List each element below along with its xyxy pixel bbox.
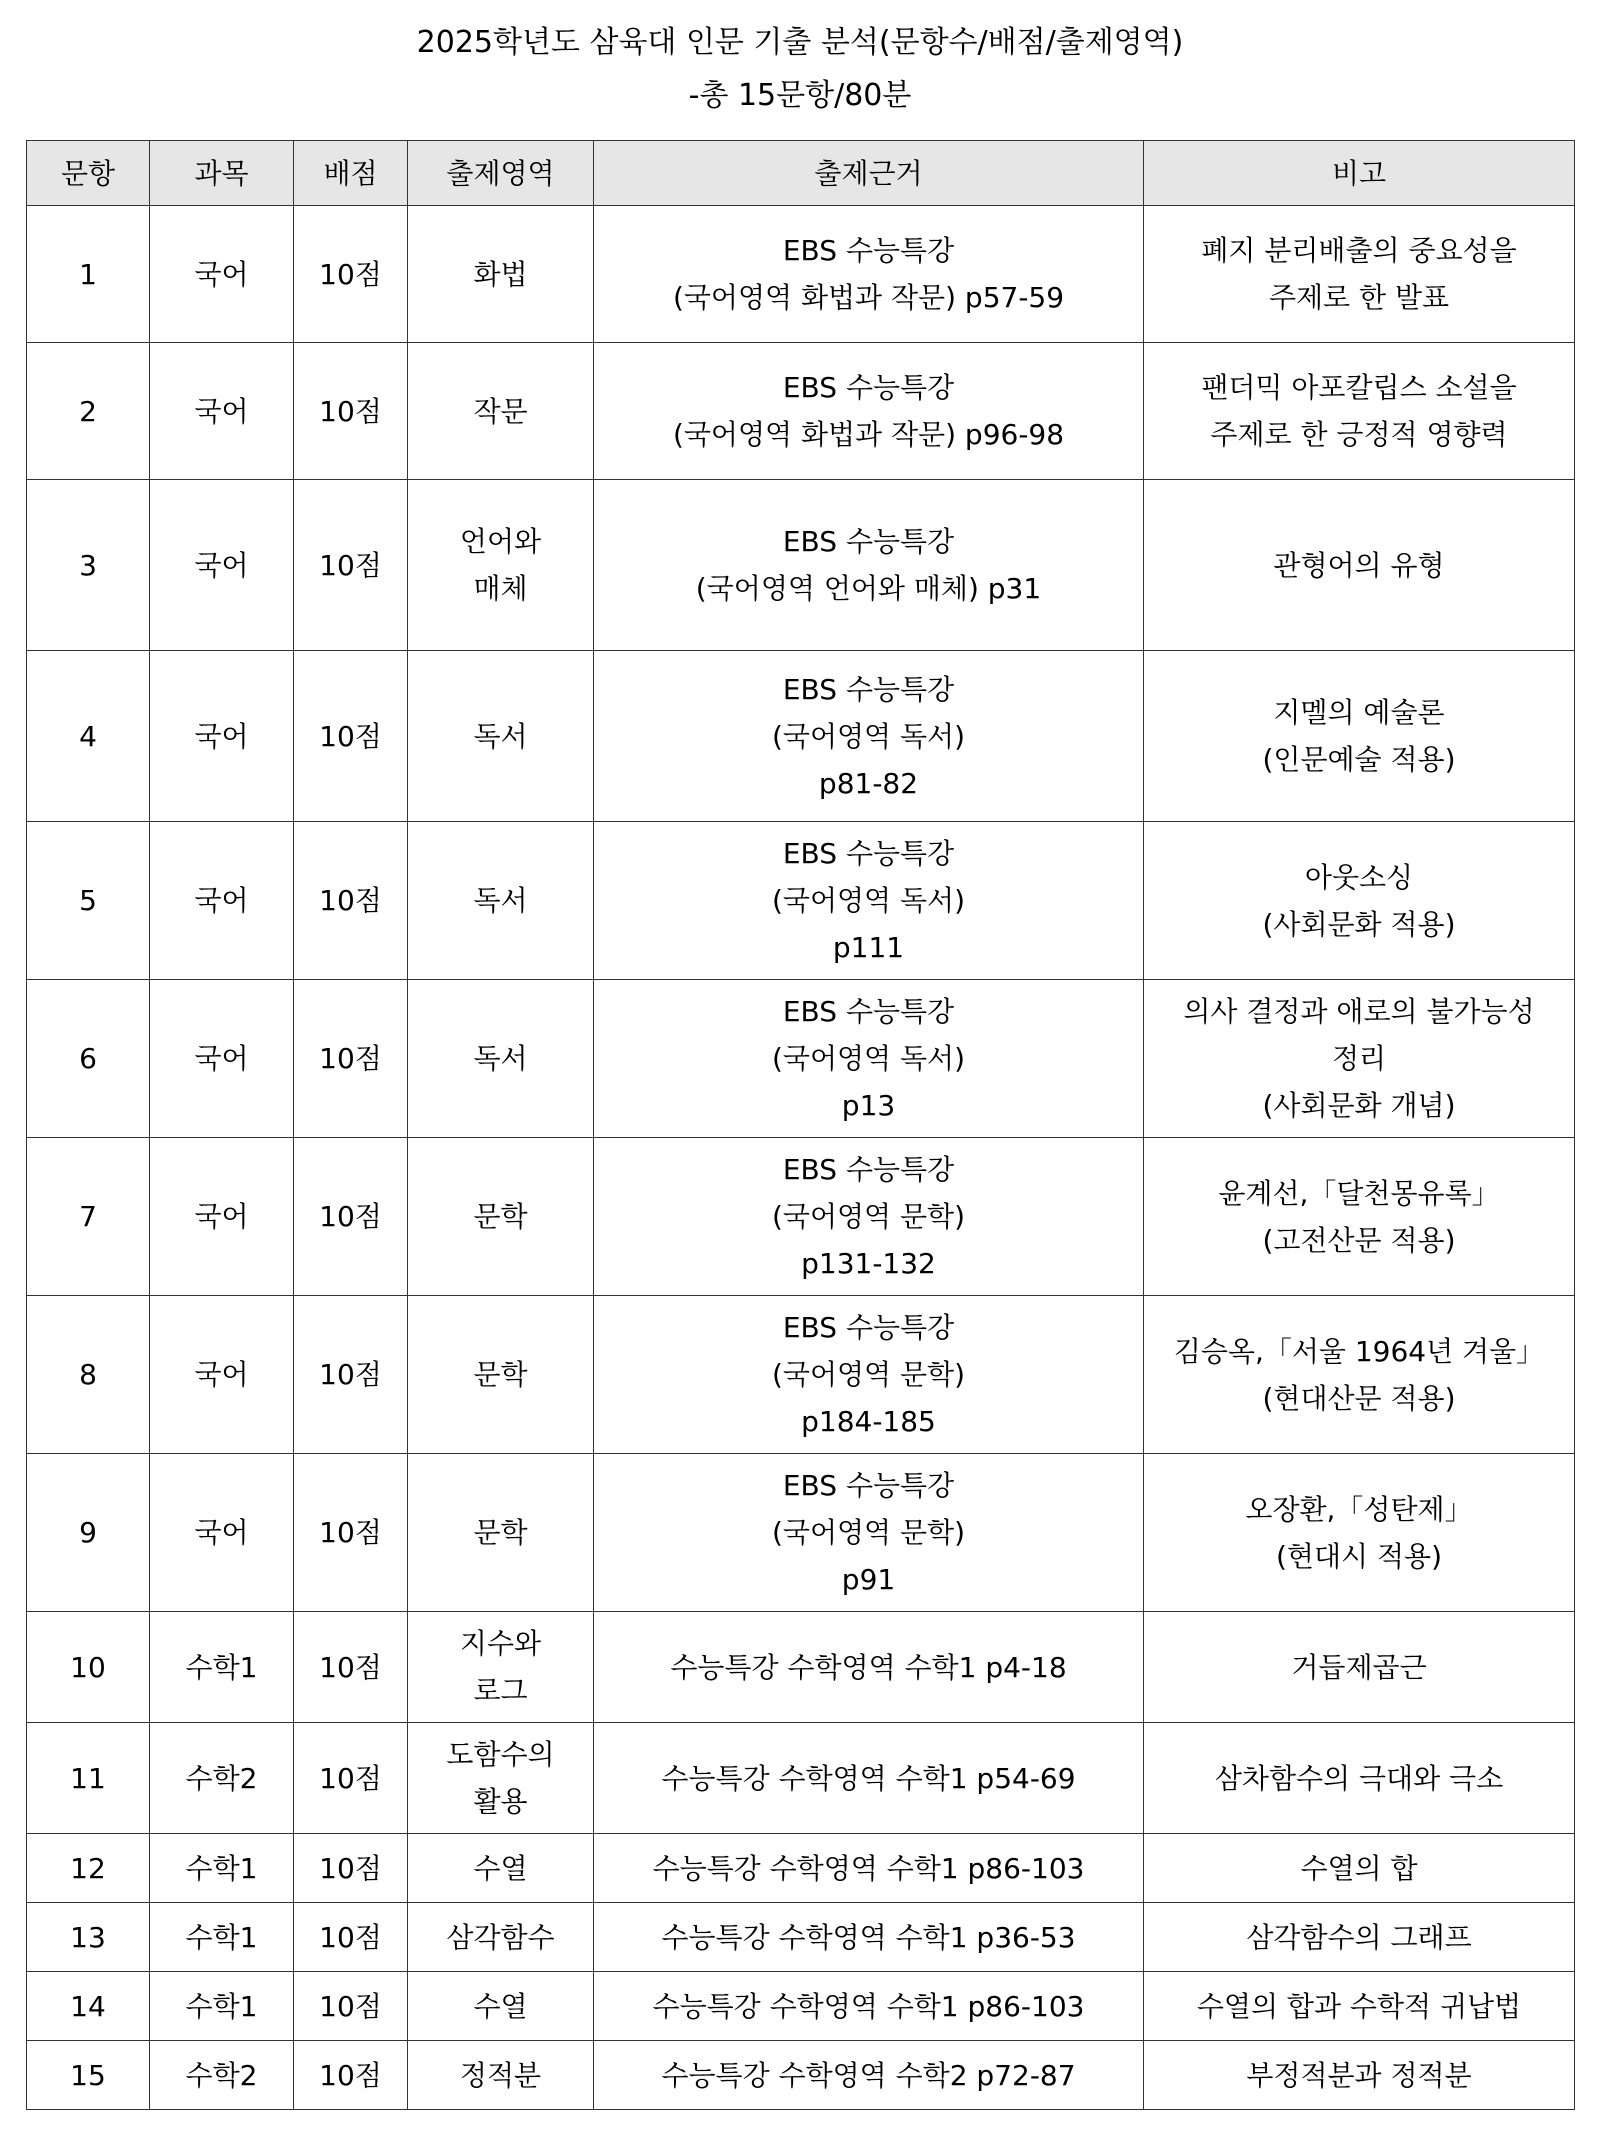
cell-note-line: (사회문화 개념) bbox=[1262, 1089, 1456, 1122]
cell-question-no: 4 bbox=[27, 651, 150, 822]
header-subject: 과목 bbox=[150, 141, 294, 206]
cell-basis bbox=[594, 206, 1144, 343]
table-row bbox=[27, 206, 1575, 343]
cell-basis-line: 수능특강 수학영역 수학2 p72-87 bbox=[661, 2058, 1076, 2092]
cell-score: 10점 bbox=[294, 1454, 408, 1612]
cell-subject: 수학1 bbox=[150, 1903, 294, 1972]
cell-question-no: 13 bbox=[27, 1903, 150, 1972]
cell-note bbox=[1144, 1296, 1575, 1454]
cell-note-line: 아웃소싱 bbox=[1304, 860, 1414, 894]
cell-subject: 국어 bbox=[150, 1454, 294, 1612]
table-row bbox=[27, 480, 1575, 651]
cell-basis bbox=[594, 2041, 1144, 2110]
cell-subject: 국어 bbox=[150, 822, 294, 980]
table-row bbox=[27, 343, 1575, 480]
cell-basis-line: 수능특강 수학영역 수학1 p4-18 bbox=[670, 1650, 1067, 1684]
table-row bbox=[27, 2041, 1575, 2110]
cell-area bbox=[408, 1612, 594, 1723]
header-note: 비고 bbox=[1144, 141, 1575, 206]
table-row bbox=[27, 1296, 1575, 1454]
cell-score: 10점 bbox=[294, 1834, 408, 1903]
cell-subject: 국어 bbox=[150, 480, 294, 651]
cell-question-no: 8 bbox=[27, 1296, 150, 1454]
cell-area-line: 수열 bbox=[473, 1851, 528, 1885]
cell-basis-line: p13 bbox=[841, 1089, 896, 1122]
cell-basis-line: 수능특강 수학영역 수학1 p36-53 bbox=[661, 1920, 1076, 1954]
cell-subject: 수학1 bbox=[150, 1972, 294, 2041]
cell-score: 10점 bbox=[294, 343, 408, 480]
header-score: 배점 bbox=[294, 141, 408, 206]
cell-score: 10점 bbox=[294, 651, 408, 822]
cell-area-line: 정적분 bbox=[459, 2058, 542, 2092]
cell-note-line: 의사 결정과 애로의 불가능성 bbox=[1183, 995, 1535, 1028]
cell-question-no: 10 bbox=[27, 1612, 150, 1723]
cell-question-no: 11 bbox=[27, 1723, 150, 1834]
cell-basis-line: EBS 수능특강 bbox=[782, 234, 955, 267]
cell-note-line: 김승옥,「서울 1964년 겨울」 bbox=[1173, 1334, 1545, 1368]
cell-area-line: 화법 bbox=[473, 257, 528, 291]
cell-score: 10점 bbox=[294, 980, 408, 1138]
cell-note-line: 수열의 합 bbox=[1300, 1851, 1418, 1885]
cell-basis-line: EBS 수능특강 bbox=[782, 525, 955, 558]
cell-area-line: 작문 bbox=[473, 394, 528, 428]
cell-question-no: 5 bbox=[27, 822, 150, 980]
cell-basis bbox=[594, 1138, 1144, 1296]
cell-basis-line: (국어영역 독서) bbox=[771, 719, 966, 753]
cell-note bbox=[1144, 206, 1575, 343]
cell-basis-line: (국어영역 문학) bbox=[771, 1516, 966, 1549]
cell-area-line: 독서 bbox=[473, 1042, 528, 1075]
cell-basis-line: (국어영역 언어와 매체) p31 bbox=[695, 572, 1042, 605]
cell-subject: 국어 bbox=[150, 651, 294, 822]
cell-score: 10점 bbox=[294, 1296, 408, 1454]
cell-score: 10점 bbox=[294, 1972, 408, 2041]
table-row bbox=[27, 822, 1575, 980]
cell-basis bbox=[594, 1296, 1144, 1454]
cell-basis bbox=[594, 1834, 1144, 1903]
cell-area bbox=[408, 1296, 594, 1454]
cell-basis-line: EBS 수능특강 bbox=[782, 1153, 955, 1186]
cell-basis bbox=[594, 1972, 1144, 2041]
header-question-no: 문항 bbox=[27, 141, 150, 206]
cell-basis bbox=[594, 343, 1144, 480]
cell-area-line: 문학 bbox=[473, 1358, 528, 1391]
cell-area bbox=[408, 1138, 594, 1296]
cell-note bbox=[1144, 2041, 1575, 2110]
cell-note-line: 지멜의 예술론 bbox=[1273, 696, 1445, 729]
cell-area-line: 독서 bbox=[473, 884, 528, 917]
table-header-row bbox=[27, 141, 1575, 206]
cell-area bbox=[408, 651, 594, 822]
cell-area bbox=[408, 822, 594, 980]
cell-basis-line: (국어영역 문학) bbox=[771, 1200, 966, 1233]
cell-basis bbox=[594, 1903, 1144, 1972]
table-row bbox=[27, 980, 1575, 1138]
cell-basis-line: p111 bbox=[832, 931, 905, 964]
table-row bbox=[27, 1972, 1575, 2041]
table-row bbox=[27, 1138, 1575, 1296]
cell-area bbox=[408, 1454, 594, 1612]
cell-note bbox=[1144, 1723, 1575, 1834]
cell-score: 10점 bbox=[294, 1612, 408, 1723]
cell-note-line: (인문예술 적용) bbox=[1262, 743, 1456, 776]
cell-question-no: 9 bbox=[27, 1454, 150, 1612]
cell-note bbox=[1144, 651, 1575, 822]
cell-subject: 국어 bbox=[150, 980, 294, 1138]
cell-note bbox=[1144, 480, 1575, 651]
cell-subject: 수학2 bbox=[150, 1723, 294, 1834]
cell-area bbox=[408, 480, 594, 651]
cell-question-no: 6 bbox=[27, 980, 150, 1138]
cell-basis bbox=[594, 980, 1144, 1138]
cell-area-line: 도함수의 bbox=[446, 1738, 555, 1771]
cell-note-line: 오장환,「성탄제」 bbox=[1245, 1492, 1473, 1526]
cell-basis bbox=[594, 822, 1144, 980]
cell-note-line: 정리 bbox=[1331, 1042, 1387, 1075]
cell-basis bbox=[594, 1612, 1144, 1723]
cell-basis-line: (국어영역 독서) bbox=[771, 1042, 966, 1075]
cell-score: 10점 bbox=[294, 206, 408, 343]
table-row bbox=[27, 1903, 1575, 1972]
cell-note-line: 주제로 한 발표 bbox=[1268, 281, 1450, 314]
cell-basis-line: 수능특강 수학영역 수학1 p86-103 bbox=[652, 1851, 1085, 1885]
document-title: 2025학년도 삼육대 인문 기출 분석(문항수/배점/출제영역) bbox=[416, 25, 1184, 60]
cell-question-no: 14 bbox=[27, 1972, 150, 2041]
cell-note-line: 삼차함수의 극대와 극소 bbox=[1214, 1761, 1504, 1795]
cell-question-no: 3 bbox=[27, 480, 150, 651]
cell-area-line: 로그 bbox=[473, 1674, 528, 1707]
cell-note bbox=[1144, 1972, 1575, 2041]
cell-basis-line: 수능특강 수학영역 수학1 p86-103 bbox=[652, 1989, 1085, 2023]
cell-note-line: 폐지 분리배출의 중요성을 bbox=[1201, 234, 1517, 267]
cell-area-line: 문학 bbox=[473, 1516, 528, 1549]
cell-basis-line: (국어영역 문학) bbox=[771, 1358, 966, 1391]
cell-score: 10점 bbox=[294, 1138, 408, 1296]
cell-note bbox=[1144, 1834, 1575, 1903]
cell-note-line: (고전산문 적용) bbox=[1262, 1223, 1456, 1257]
cell-note bbox=[1144, 1903, 1575, 1972]
cell-score: 10점 bbox=[294, 1723, 408, 1834]
exam-analysis-table bbox=[26, 140, 1575, 2110]
cell-note bbox=[1144, 1138, 1575, 1296]
cell-note-line: 삼각함수의 그래프 bbox=[1246, 1920, 1472, 1954]
cell-basis-line: EBS 수능특강 bbox=[782, 995, 955, 1028]
cell-basis-line: EBS 수능특강 bbox=[782, 1311, 955, 1344]
cell-subject: 국어 bbox=[150, 206, 294, 343]
cell-area-line: 활용 bbox=[473, 1785, 528, 1818]
cell-score: 10점 bbox=[294, 822, 408, 980]
cell-basis bbox=[594, 651, 1144, 822]
cell-area bbox=[408, 980, 594, 1138]
cell-area bbox=[408, 1972, 594, 2041]
cell-area-line: 수열 bbox=[473, 1989, 528, 2023]
cell-note bbox=[1144, 980, 1575, 1138]
cell-score: 10점 bbox=[294, 2041, 408, 2110]
cell-basis-line: EBS 수능특강 bbox=[782, 1469, 955, 1502]
cell-subject: 국어 bbox=[150, 343, 294, 480]
cell-basis-line: p81-82 bbox=[818, 766, 919, 800]
cell-basis-line: EBS 수능특강 bbox=[782, 371, 955, 404]
cell-basis-line: (국어영역 화법과 작문) p57-59 bbox=[672, 281, 1065, 314]
cell-note-line: (사회문화 적용) bbox=[1262, 907, 1456, 941]
cell-area bbox=[408, 1723, 594, 1834]
cell-basis-line: (국어영역 독서) bbox=[771, 884, 966, 917]
cell-area bbox=[408, 2041, 594, 2110]
cell-question-no: 7 bbox=[27, 1138, 150, 1296]
cell-note-line: 관형어의 유형 bbox=[1273, 548, 1445, 582]
header-basis: 출제근거 bbox=[594, 141, 1144, 206]
cell-area bbox=[408, 1903, 594, 1972]
cell-basis bbox=[594, 480, 1144, 651]
cell-basis-line: (국어영역 화법과 작문) p96-98 bbox=[672, 418, 1065, 451]
cell-note-line: 윤계선,「달천몽유록」 bbox=[1218, 1176, 1500, 1210]
cell-area-line: 매체 bbox=[473, 572, 528, 605]
cell-note bbox=[1144, 1612, 1575, 1723]
cell-note bbox=[1144, 822, 1575, 980]
table-body bbox=[27, 206, 1575, 2110]
cell-basis bbox=[594, 1454, 1144, 1612]
cell-basis-line: p91 bbox=[841, 1563, 896, 1596]
cell-subject: 수학2 bbox=[150, 2041, 294, 2110]
cell-question-no: 2 bbox=[27, 343, 150, 480]
cell-score: 10점 bbox=[294, 1903, 408, 1972]
cell-question-no: 12 bbox=[27, 1834, 150, 1903]
cell-subject: 국어 bbox=[150, 1296, 294, 1454]
document-subtitle: -총 15문항/80분 bbox=[688, 78, 912, 113]
table-row bbox=[27, 651, 1575, 822]
cell-question-no: 1 bbox=[27, 206, 150, 343]
table-row bbox=[27, 1612, 1575, 1723]
cell-subject: 국어 bbox=[150, 1138, 294, 1296]
cell-note-line: 거듭제곱근 bbox=[1291, 1650, 1427, 1684]
cell-area-line: 문학 bbox=[473, 1200, 528, 1233]
cell-note-line: 수열의 합과 수학적 귀납법 bbox=[1196, 1989, 1522, 2023]
table-row bbox=[27, 1834, 1575, 1903]
cell-basis bbox=[594, 1723, 1144, 1834]
cell-basis-line: EBS 수능특강 bbox=[782, 672, 955, 706]
cell-area bbox=[408, 206, 594, 343]
cell-area-line: 독서 bbox=[473, 719, 528, 753]
cell-note-line: (현대산문 적용) bbox=[1262, 1381, 1456, 1415]
cell-basis-line: p131-132 bbox=[801, 1247, 936, 1280]
cell-question-no: 15 bbox=[27, 2041, 150, 2110]
cell-note bbox=[1144, 343, 1575, 480]
cell-basis-line: EBS 수능특강 bbox=[782, 837, 955, 870]
cell-note-line: (현대시 적용) bbox=[1276, 1539, 1442, 1573]
cell-area-line: 언어와 bbox=[459, 525, 542, 558]
cell-area-line: 삼각함수 bbox=[446, 1920, 555, 1954]
cell-basis-line: p184-185 bbox=[801, 1405, 936, 1438]
header-area: 출제영역 bbox=[408, 141, 594, 206]
cell-basis-line: 수능특강 수학영역 수학1 p54-69 bbox=[661, 1761, 1076, 1795]
cell-note bbox=[1144, 1454, 1575, 1612]
cell-area bbox=[408, 1834, 594, 1903]
table-row bbox=[27, 1723, 1575, 1834]
cell-score: 10점 bbox=[294, 480, 408, 651]
cell-note-line: 주제로 한 긍정적 영향력 bbox=[1210, 418, 1508, 451]
cell-subject: 수학1 bbox=[150, 1612, 294, 1723]
cell-note-line: 팬더믹 아포칼립스 소설을 bbox=[1201, 371, 1517, 404]
table-row bbox=[27, 1454, 1575, 1612]
cell-area bbox=[408, 343, 594, 480]
cell-note-line: 부정적분과 정적분 bbox=[1246, 2058, 1472, 2092]
cell-subject: 수학1 bbox=[150, 1834, 294, 1903]
cell-area-line: 지수와 bbox=[459, 1627, 542, 1660]
